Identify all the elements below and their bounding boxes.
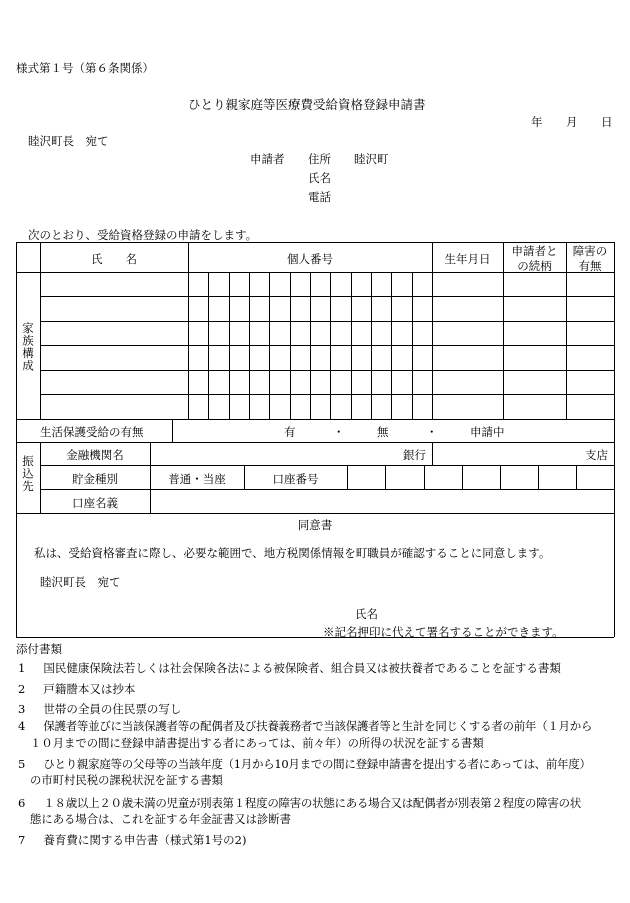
page-title: ひとり親家庭等医療費受給資格登録申請書 (188, 97, 426, 112)
applicant-label: 申請者 (250, 152, 285, 166)
welfare-separator-1: ・ (333, 425, 345, 439)
welfare-separator-2: ・ (426, 425, 438, 439)
attachment-number: 7 (18, 833, 26, 847)
date-day: 日 (601, 115, 613, 129)
branch-suffix: 支店 (585, 448, 608, 462)
attachment-item (18, 832, 618, 848)
attachment-text: の市町村民税の課税状況を証する書類 (30, 773, 223, 787)
date-year: 年 (531, 115, 543, 129)
attachment-item (18, 795, 618, 811)
welfare-option-yes: 有 (284, 425, 296, 439)
attachment-item-continued (30, 772, 622, 788)
applicant-address-label: 住所 (308, 152, 331, 166)
attachment-number: 3 (18, 702, 26, 716)
signature-note: ※記名押印に代えて署名することができます。 (323, 625, 564, 639)
welfare-label: 生活保護受給の有無 (40, 425, 144, 439)
attachment-text: 態にある場合は、これを証する年金証書又は診断書 (30, 812, 291, 826)
header-disability-line1: 障害の (572, 244, 608, 258)
account-type-label: 貯金種別 (72, 472, 118, 486)
attachment-item (18, 756, 618, 772)
consent-text: 私は、受給資格審査に際し、必要な範囲で、地方税関係情報を町職員が確認することに同意します。 (34, 546, 551, 560)
attachment-number: 5 (18, 757, 26, 771)
account-type-value: 普通・当座 (168, 472, 226, 486)
family-composition-label: 家族構成 (21, 322, 35, 372)
attachment-number: 2 (18, 682, 26, 696)
attachment-item (18, 660, 618, 676)
header-name: 氏 名 (91, 252, 137, 266)
attachment-number: 6 (18, 796, 26, 810)
transfer-destination-label: 振込先 (21, 455, 35, 493)
attachment-number: 4 (18, 719, 26, 733)
attachment-item-continued (30, 735, 622, 751)
welfare-option-pending: 申請中 (470, 425, 505, 439)
welfare-option-no: 無 (377, 425, 389, 439)
attachments-title: 添付書類 (16, 642, 62, 656)
form-number: 様式第１号（第６条関係） (16, 61, 154, 75)
bank-name-label: 金融機関名 (66, 448, 124, 462)
applicant-phone-label: 電話 (308, 190, 331, 204)
intro-text: 次のとおり、受給資格登録の申請をします。 (28, 228, 258, 242)
applicant-address-value: 睦沢町 (354, 152, 389, 166)
addressee: 睦沢町長 宛て (28, 134, 109, 148)
attachment-text: １８歳以上２０歳未満の児童が別表第１程度の障害の状態にある場合又は配偶者が別表第２程度の障害の状 (43, 796, 581, 810)
attachment-text: 保護者等並びに当該保護者等の配偶者及び扶養義務者で当該保護者等と生計を同じくする者の前年（１月から (43, 719, 593, 733)
header-disability-line2: 有無 (578, 259, 602, 273)
attachment-item (18, 681, 618, 697)
header-relation-line1: 申請者と (511, 244, 558, 258)
attachment-text: 国民健康保険法若しくは社会保険各法による被保険者、組合員又は被扶養者であることを証する書類 (43, 661, 561, 675)
attachment-item-continued (30, 811, 622, 827)
consent-name-label: 氏名 (355, 607, 378, 621)
attachment-text: ひとり親家庭等の父母等の当該年度（1月から10月までの間に登録申請書を提出する者にあっては、前年度） (43, 757, 591, 771)
attachment-text: 養育費に関する申告書（様式第1号の2) (43, 833, 247, 847)
header-birth-date: 生年月日 (444, 252, 491, 266)
attachment-number: 1 (18, 661, 26, 675)
header-relation-line2: の続柄 (517, 259, 552, 273)
date-month: 月 (566, 115, 578, 129)
attachment-text: 戸籍謄本又は抄本 (43, 682, 136, 696)
attachment-item (18, 718, 618, 734)
bank-suffix: 銀行 (403, 448, 426, 462)
attachment-text: １０月までの間に登録申請書提出する者にあっては、前々年）の所得の状況を証する書類 (30, 736, 484, 750)
attachment-item (18, 701, 618, 717)
header-my-number: 個人番号 (287, 252, 333, 266)
consent-addressee: 睦沢町長 宛て (40, 575, 121, 589)
attachment-text: 世帯の全員の住民票の写し (43, 702, 182, 716)
account-holder-label: 口座名義 (72, 496, 118, 510)
applicant-name-label: 氏名 (308, 171, 331, 185)
account-number-label: 口座番号 (272, 472, 319, 486)
consent-title: 同意書 (297, 518, 333, 532)
